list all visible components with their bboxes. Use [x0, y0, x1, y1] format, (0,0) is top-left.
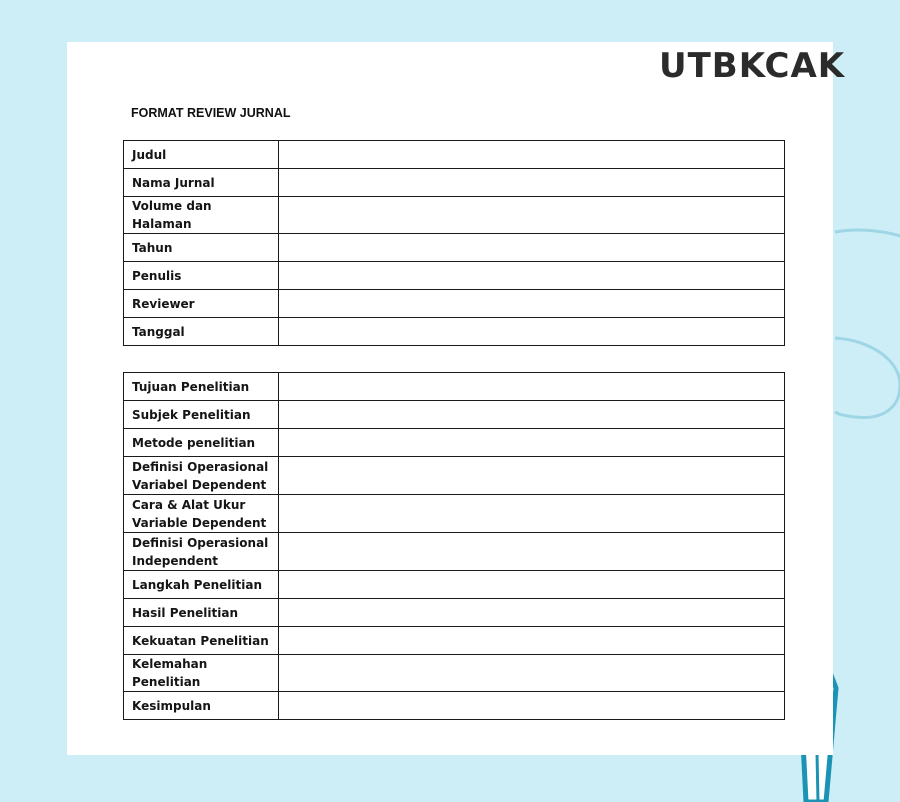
row-label-definisi-operasional-variabel-dependent: Definisi Operasional Variabel Dependent: [124, 457, 279, 495]
row-label-volume-dan-halaman: Volume dan Halaman: [124, 197, 279, 234]
brand-logo: UTBKCAK: [659, 46, 846, 86]
row-label-judul: Judul: [124, 141, 279, 169]
table-row: [124, 627, 785, 655]
row-label-nama-jurnal: Nama Jurnal: [124, 169, 279, 197]
journal-info-table: [123, 140, 785, 346]
table-row: [124, 234, 785, 262]
table-row: [124, 141, 785, 169]
row-value-penulis[interactable]: [279, 262, 785, 290]
swirl-line: [835, 230, 900, 236]
row-label-tanggal: Tanggal: [124, 318, 279, 346]
row-value-volume-dan-halaman[interactable]: [279, 197, 785, 234]
row-value-metode-penelitian[interactable]: [279, 429, 785, 457]
table-row: [124, 692, 785, 720]
table-row: [124, 373, 785, 401]
row-value-reviewer[interactable]: [279, 290, 785, 318]
table-row: [124, 571, 785, 599]
row-label-cara-and-alat-ukur-variable-dependent: Cara & Alat Ukur Variable Dependent: [124, 495, 279, 533]
row-value-kesimpulan[interactable]: [279, 692, 785, 720]
row-value-subjek-penelitian[interactable]: [279, 401, 785, 429]
row-label-definisi-operasional-independent: Definisi Operasional Independent: [124, 533, 279, 571]
row-value-definisi-operasional-independent[interactable]: [279, 533, 785, 571]
table-row: [124, 655, 785, 692]
row-value-definisi-operasional-variabel-dependent[interactable]: [279, 457, 785, 495]
row-value-nama-jurnal[interactable]: [279, 169, 785, 197]
row-label-kelemahan-penelitian: Kelemahan Penelitian: [124, 655, 279, 692]
table-row: [124, 290, 785, 318]
table-row: [124, 457, 785, 495]
row-value-hasil-penelitian[interactable]: [279, 599, 785, 627]
table-row: [124, 169, 785, 197]
table-row: [124, 533, 785, 571]
row-label-kekuatan-penelitian: Kekuatan Penelitian: [124, 627, 279, 655]
swirl-curve: [835, 338, 900, 418]
row-value-cara-and-alat-ukur-variable-dependent[interactable]: [279, 495, 785, 533]
table-row: [124, 495, 785, 533]
row-value-kelemahan-penelitian[interactable]: [279, 655, 785, 692]
row-label-kesimpulan: Kesimpulan: [124, 692, 279, 720]
table-row: [124, 599, 785, 627]
research-review-table: [123, 372, 785, 720]
row-label-metode-penelitian: Metode penelitian: [124, 429, 279, 457]
row-label-subjek-penelitian: Subjek Penelitian: [124, 401, 279, 429]
row-label-langkah-penelitian: Langkah Penelitian: [124, 571, 279, 599]
row-value-tanggal[interactable]: [279, 318, 785, 346]
table-row: [124, 401, 785, 429]
table-row: [124, 429, 785, 457]
row-label-tahun: Tahun: [124, 234, 279, 262]
row-label-penulis: Penulis: [124, 262, 279, 290]
row-value-tujuan-penelitian[interactable]: [279, 373, 785, 401]
table-row: [124, 318, 785, 346]
table-row: [124, 197, 785, 234]
row-value-langkah-penelitian[interactable]: [279, 571, 785, 599]
row-label-tujuan-penelitian: Tujuan Penelitian: [124, 373, 279, 401]
table-row: [124, 262, 785, 290]
row-value-tahun[interactable]: [279, 234, 785, 262]
document-title: FORMAT REVIEW JURNAL: [131, 106, 291, 120]
row-label-hasil-penelitian: Hasil Penelitian: [124, 599, 279, 627]
row-value-judul[interactable]: [279, 141, 785, 169]
row-label-reviewer: Reviewer: [124, 290, 279, 318]
row-value-kekuatan-penelitian[interactable]: [279, 627, 785, 655]
